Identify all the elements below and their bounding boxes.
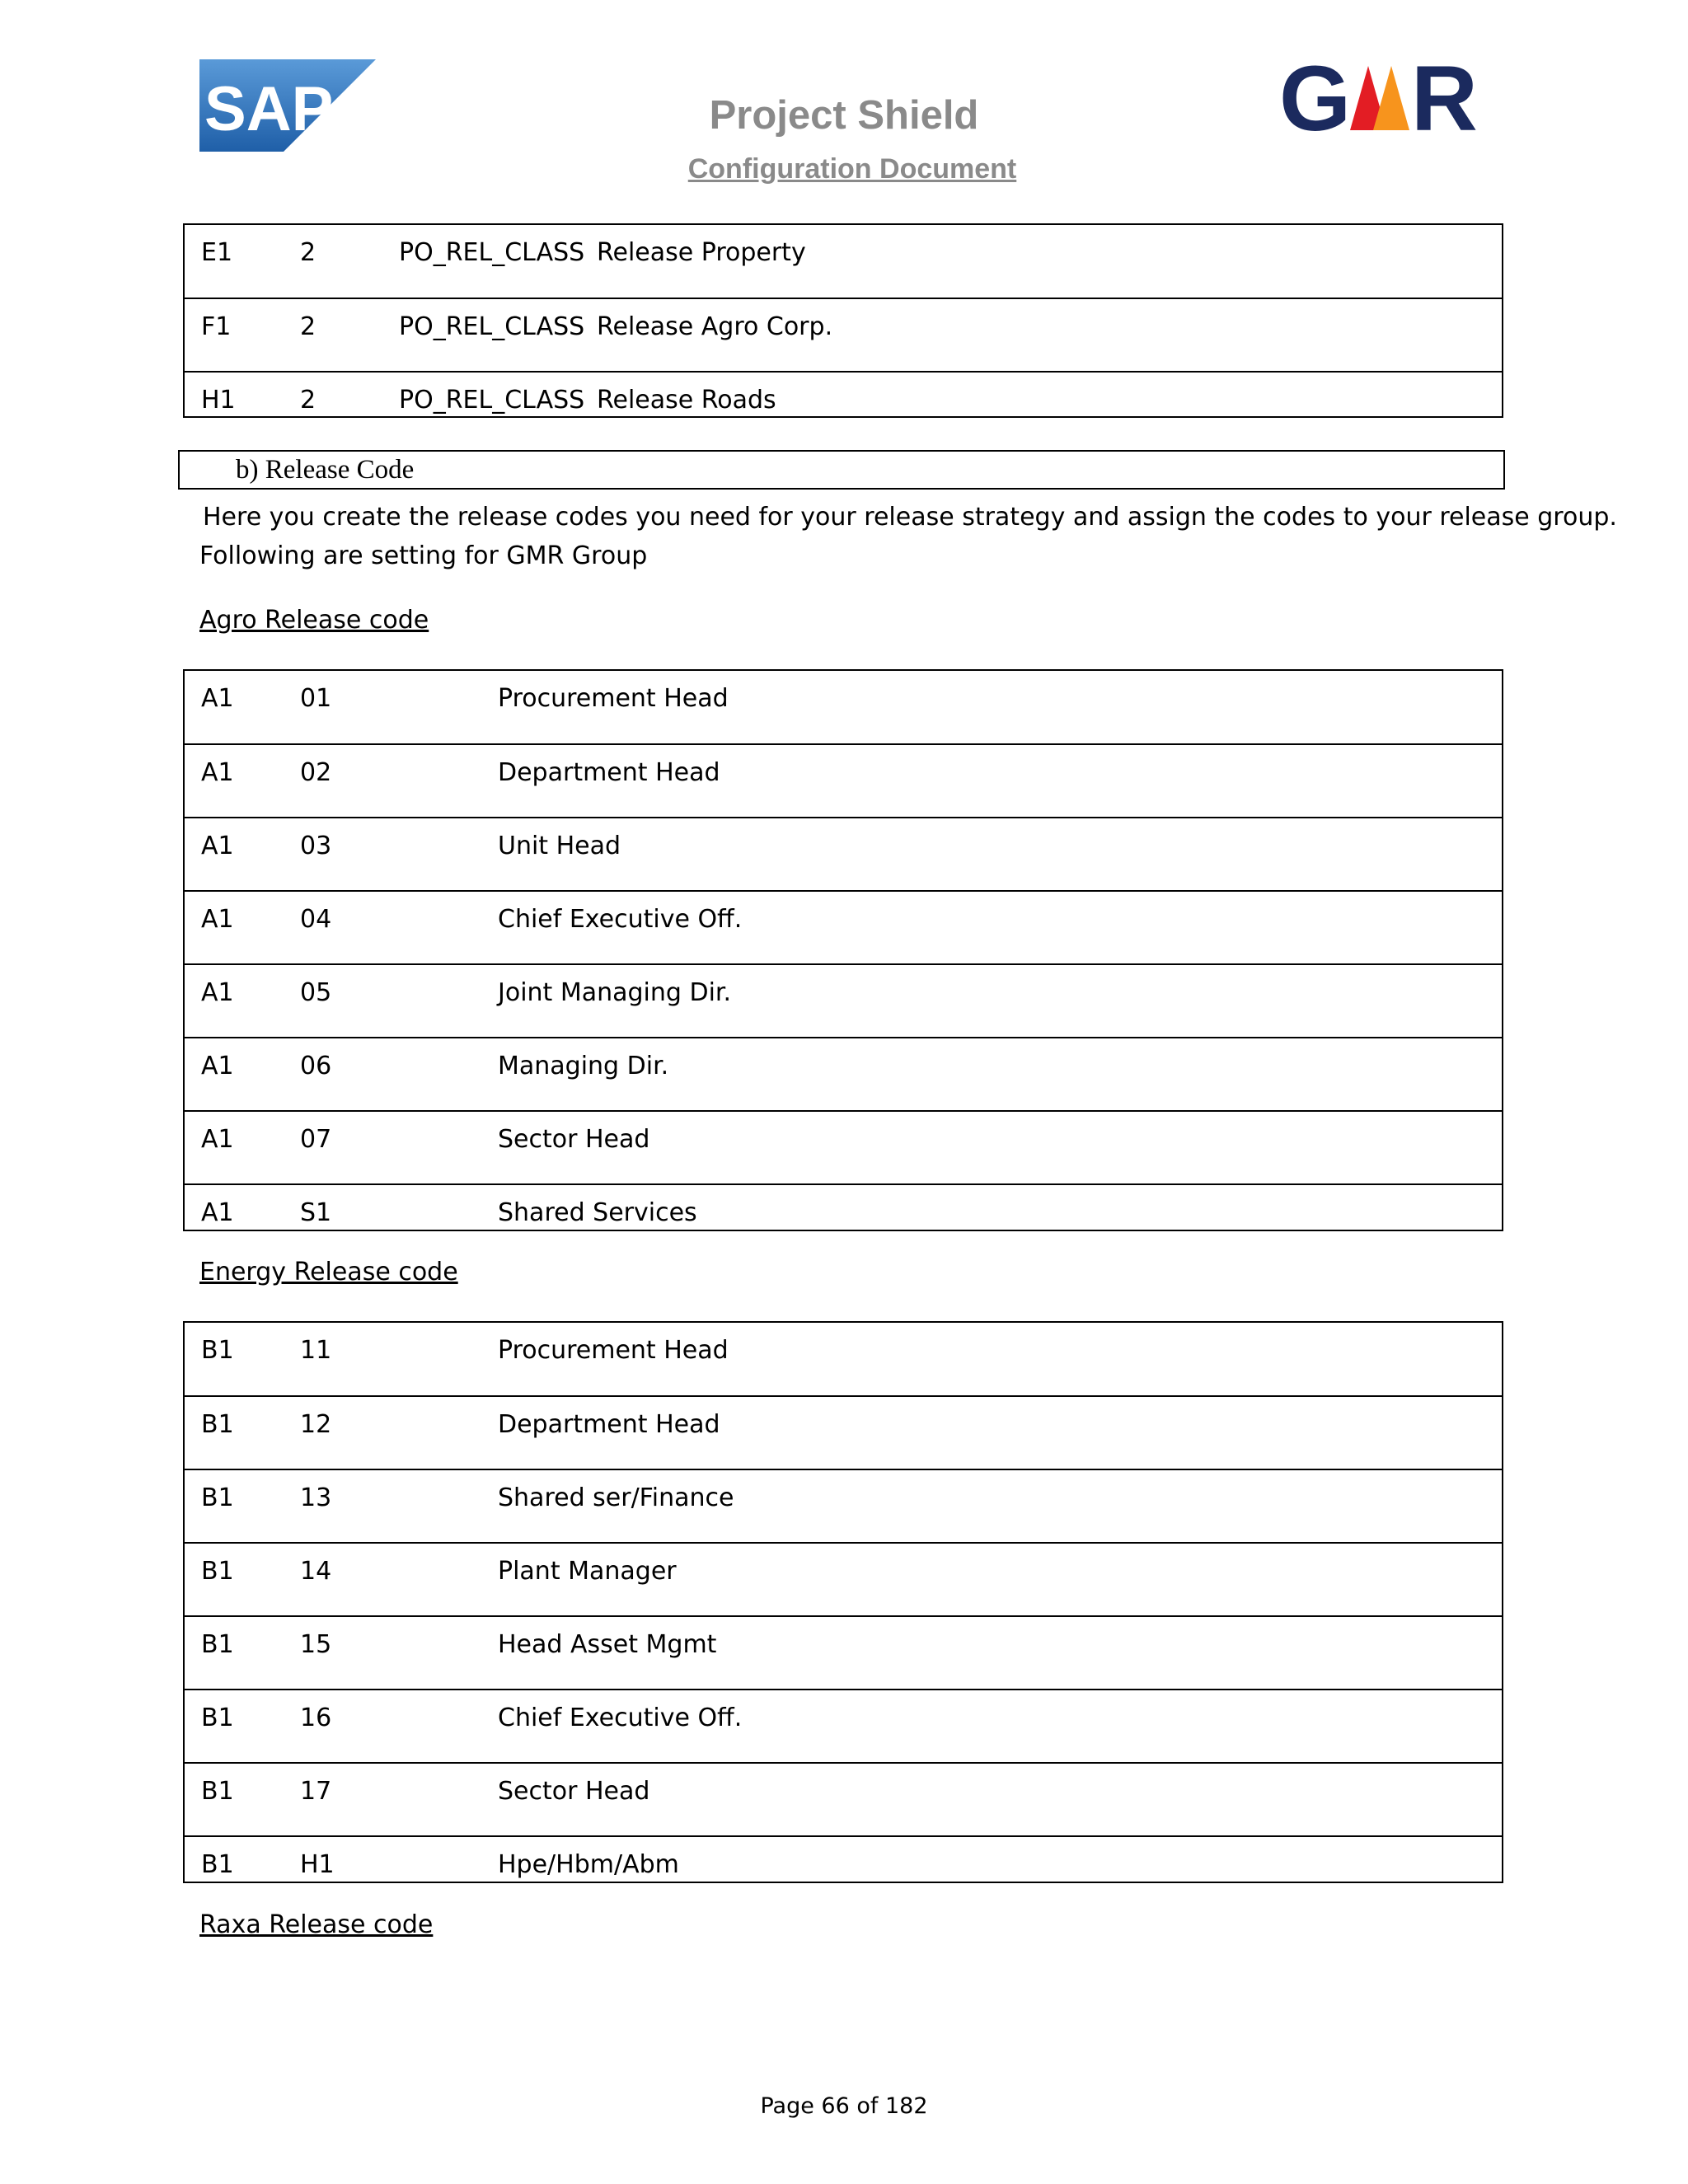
- table-row: [185, 1323, 1502, 1395]
- cell-group: A1: [201, 905, 234, 934]
- cell-description: Procurement Head: [498, 1336, 729, 1365]
- cell-description: Joint Managing Dir.: [498, 978, 732, 1007]
- cell-code: 17: [300, 1777, 332, 1806]
- table-row: [185, 890, 1502, 963]
- table-row: [185, 1835, 1502, 1882]
- cell-group: B1: [201, 1483, 234, 1512]
- cell-description: Procurement Head: [498, 684, 729, 713]
- energy-release-code-table: [183, 1321, 1503, 1883]
- svg-text:G: G: [1279, 54, 1347, 140]
- cell-group: B1: [201, 1777, 234, 1806]
- cell-code: 04: [300, 905, 332, 934]
- table-row: [185, 817, 1502, 890]
- table-row: [185, 1762, 1502, 1835]
- cell-description: Chief Executive Off.: [498, 905, 743, 934]
- table-row: [185, 1395, 1502, 1469]
- cell-code: 15: [300, 1630, 332, 1659]
- agro-heading: Agro Release code: [199, 606, 429, 635]
- cell-level: 2: [300, 386, 316, 415]
- table-row: [185, 298, 1502, 371]
- cell-code: 02: [300, 758, 332, 787]
- cell-level: 2: [300, 312, 316, 341]
- table-row: [185, 1689, 1502, 1762]
- cell-group: B1: [201, 1336, 234, 1365]
- table-row: [185, 1183, 1502, 1230]
- cell-group: B1: [201, 1630, 234, 1659]
- document-title: Project Shield: [709, 93, 979, 138]
- table-row: [185, 1037, 1502, 1110]
- cell-group: B1: [201, 1410, 234, 1439]
- cell-group: A1: [201, 978, 234, 1007]
- cell-description: Managing Dir.: [498, 1052, 669, 1080]
- cell-group: E1: [201, 238, 233, 267]
- cell-code: 14: [300, 1557, 332, 1586]
- cell-group: A1: [201, 758, 234, 787]
- table-row: [185, 671, 1502, 743]
- cell-class: PO_REL_CLASS: [399, 238, 585, 267]
- cell-description: Department Head: [498, 758, 720, 787]
- cell-code: 13: [300, 1483, 332, 1512]
- cell-group: A1: [201, 1198, 234, 1227]
- cell-code: 01: [300, 684, 332, 713]
- table-row: [185, 1110, 1502, 1183]
- agro-release-code-table: [183, 669, 1503, 1231]
- page-number: Page 66 of 182: [760, 2093, 928, 2119]
- svg-text:R: R: [1411, 54, 1478, 140]
- cell-group: F1: [201, 312, 232, 341]
- cell-description: Release Agro Corp.: [597, 312, 833, 341]
- intro-paragraph-line2: Following are setting for GMR Group: [199, 541, 648, 570]
- cell-description: Head Asset Mgmt: [498, 1630, 717, 1659]
- cell-description: Chief Executive Off.: [498, 1704, 743, 1732]
- cell-level: 2: [300, 238, 316, 267]
- energy-heading: Energy Release code: [199, 1258, 458, 1286]
- cell-group: A1: [201, 832, 234, 860]
- cell-description: Hpe/Hbm/Abm: [498, 1850, 679, 1879]
- cell-group: A1: [201, 1052, 234, 1080]
- cell-class: PO_REL_CLASS: [399, 312, 585, 341]
- raxa-heading: Raxa Release code: [199, 1910, 434, 1939]
- cell-code: 16: [300, 1704, 332, 1732]
- cell-class: PO_REL_CLASS: [399, 386, 585, 415]
- table-row: [185, 371, 1502, 416]
- cell-code: S1: [300, 1198, 332, 1227]
- cell-description: Sector Head: [498, 1777, 650, 1806]
- svg-text:SAP: SAP: [204, 74, 334, 144]
- document-subtitle: Configuration Document: [687, 153, 1017, 185]
- cell-code: 06: [300, 1052, 332, 1080]
- table-row: [185, 225, 1502, 298]
- cell-code: 07: [300, 1125, 332, 1154]
- cell-description: Release Roads: [597, 386, 776, 415]
- section-heading: b) Release Code: [236, 455, 415, 485]
- table-row: [185, 963, 1502, 1037]
- cell-code: 12: [300, 1410, 332, 1439]
- cell-description: Shared ser/Finance: [498, 1483, 734, 1512]
- cell-group: B1: [201, 1557, 234, 1586]
- table-row: [185, 1469, 1502, 1542]
- intro-paragraph-line1: Here you create the release codes you need for your release strategy and assign the codes to your release group.: [203, 503, 1617, 532]
- cell-description: Plant Manager: [498, 1557, 677, 1586]
- cell-group: B1: [201, 1850, 234, 1879]
- table-row: [185, 1542, 1502, 1615]
- cell-group: H1: [201, 386, 236, 415]
- cell-code: 05: [300, 978, 332, 1007]
- release-class-table: [183, 223, 1503, 418]
- cell-description: Unit Head: [498, 832, 621, 860]
- cell-description: Release Property: [597, 238, 806, 267]
- cell-description: Department Head: [498, 1410, 720, 1439]
- section-heading-box: [178, 450, 1505, 490]
- cell-code: 11: [300, 1336, 332, 1365]
- cell-description: Shared Services: [498, 1198, 697, 1227]
- cell-group: A1: [201, 684, 234, 713]
- cell-code: 03: [300, 832, 332, 860]
- cell-group: B1: [201, 1704, 234, 1732]
- cell-code: H1: [300, 1850, 335, 1879]
- table-row: [185, 743, 1502, 817]
- cell-group: A1: [201, 1125, 234, 1154]
- cell-description: Sector Head: [498, 1125, 650, 1154]
- table-row: [185, 1615, 1502, 1689]
